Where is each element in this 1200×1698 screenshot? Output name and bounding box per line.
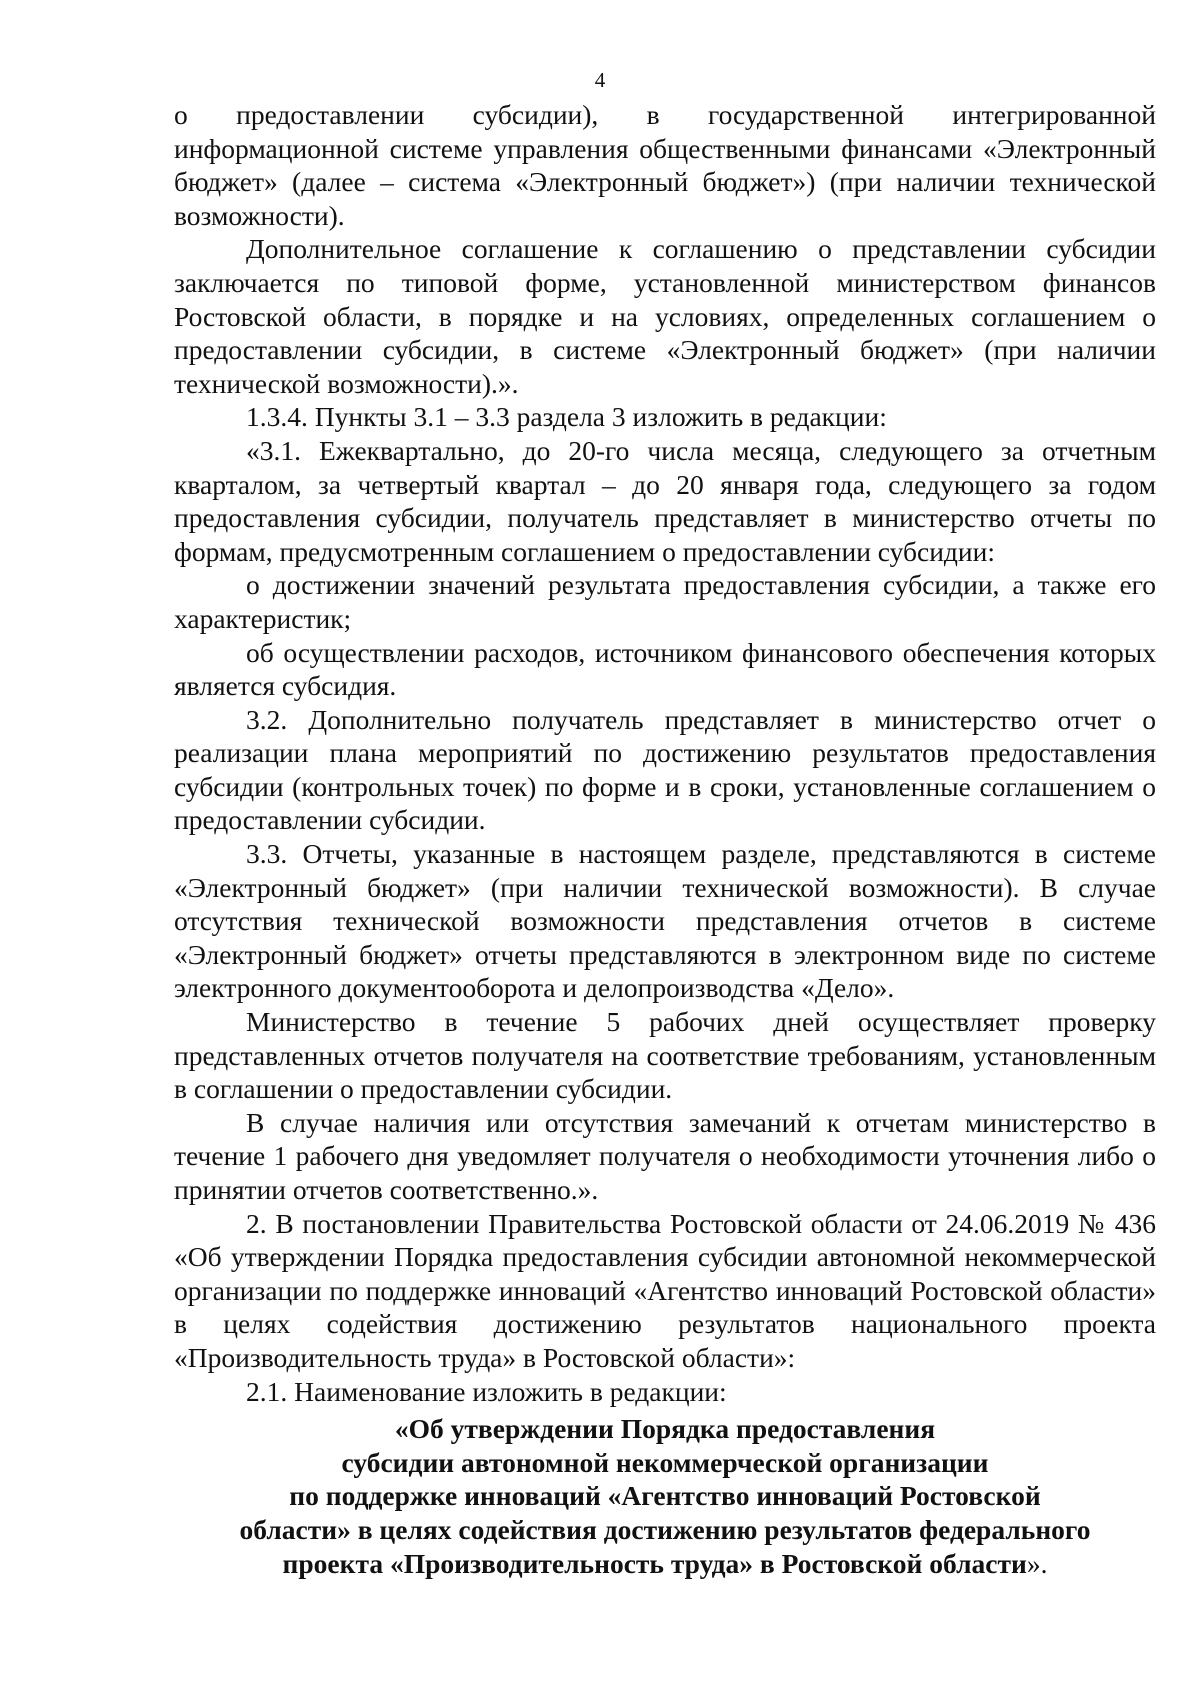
paragraph: 3.2. Дополнительно получатель представляет в министерство отчет о реализации плана мероприятий по достижению результатов предоставления субсидии (контрольных точек) по форме и в сроки, установленные соглашением о предоставлении субсидии. — [174, 703, 1156, 836]
paragraph: о достижении значений результата предоставления субсидии, а также его характеристик; — [174, 569, 1156, 634]
document-title-heading — [174, 1412, 1156, 1580]
heading-line: субсидии автономной некоммерческой организации — [341, 1446, 989, 1478]
heading-last-text: проекта «Производительность труда» в Ростовской области — [282, 1547, 1027, 1579]
paragraph: «3.1. Ежеквартально, до 20-го числа месяца, следующего за отчетным кварталом, за четвертый квартал – до 20 января года, следующего за годом предоставления субсидии, получатель представляет в министерство отчеты по формам, предусмотренным соглашением о предоставлении субсидии: — [174, 434, 1156, 567]
page-number: 4 — [594, 68, 606, 92]
paragraph: о предоставлении субсидии), в государственной интегрированной информационной системе управления общественными финансами «Электронный бюджет» (далее – система «Электронный бюджет») (при наличии технической возможности). — [174, 99, 1156, 231]
paragraph: 2.1. Наименование изложить в редакции: — [246, 1375, 727, 1407]
paragraph: об осуществлении расходов, источником финансового обеспечения которых является субсидия. — [174, 636, 1156, 702]
heading-line-last — [174, 1547, 1156, 1581]
paragraph: 3.3. Отчеты, указанные в настоящем разделе, представляются в системе «Электронный бюджет» (при наличии технической возможности). В случае отсутствия технической возможности представления отчетов в системе «Электронный бюджет» отчеты представляются в электронном виде по системе электронного документооборота и делопроизводства «Дело». — [174, 838, 1156, 1004]
heading-line: по поддержке инноваций «Агентство инноваций Ростовской — [289, 1480, 1041, 1512]
paragraph: Министерство в течение 5 рабочих дней осуществляет проверку представленных отчетов получателя на соответствие требованиям, установленным в соглашении о предоставлении субсидии. — [174, 1006, 1156, 1105]
paragraph: 2. В постановлении Правительства Ростовской области от 24.06.2019 № 436 «Об утверждении Порядка предоставления субсидии автономной некоммерческой организации по поддержке инноваций «Агентство инноваций Ростовской области» в целях содействия достижению результатов национального проекта «Производительность труда» в Ростовской области»: — [174, 1207, 1156, 1373]
heading-tail: ». — [1026, 1547, 1048, 1579]
heading-line: области» в целях содействия достижению результатов федерального — [239, 1513, 1091, 1545]
heading-line: «Об утверждении Порядка предоставления — [394, 1413, 936, 1445]
paragraph: Дополнительное соглашение к соглашению о представлении субсидии заключается по типовой форме, установленной министерством финансов Ростовской области, в порядке и на условиях, определенных соглашением о предоставлении субсидии, в системе «Электронный бюджет» (при наличии технической возможности).». — [174, 233, 1156, 399]
paragraph: В случае наличия или отсутствия замечаний к отчетам министерство в течение 1 рабочего дня уведомляет получателя о необходимости уточнения либо о принятии отчетов соответственно.». — [174, 1106, 1156, 1205]
paragraph: 1.3.4. Пункты 3.1 – 3.3 раздела 3 изложить в редакции: — [246, 401, 887, 433]
document-body — [174, 98, 1156, 1580]
